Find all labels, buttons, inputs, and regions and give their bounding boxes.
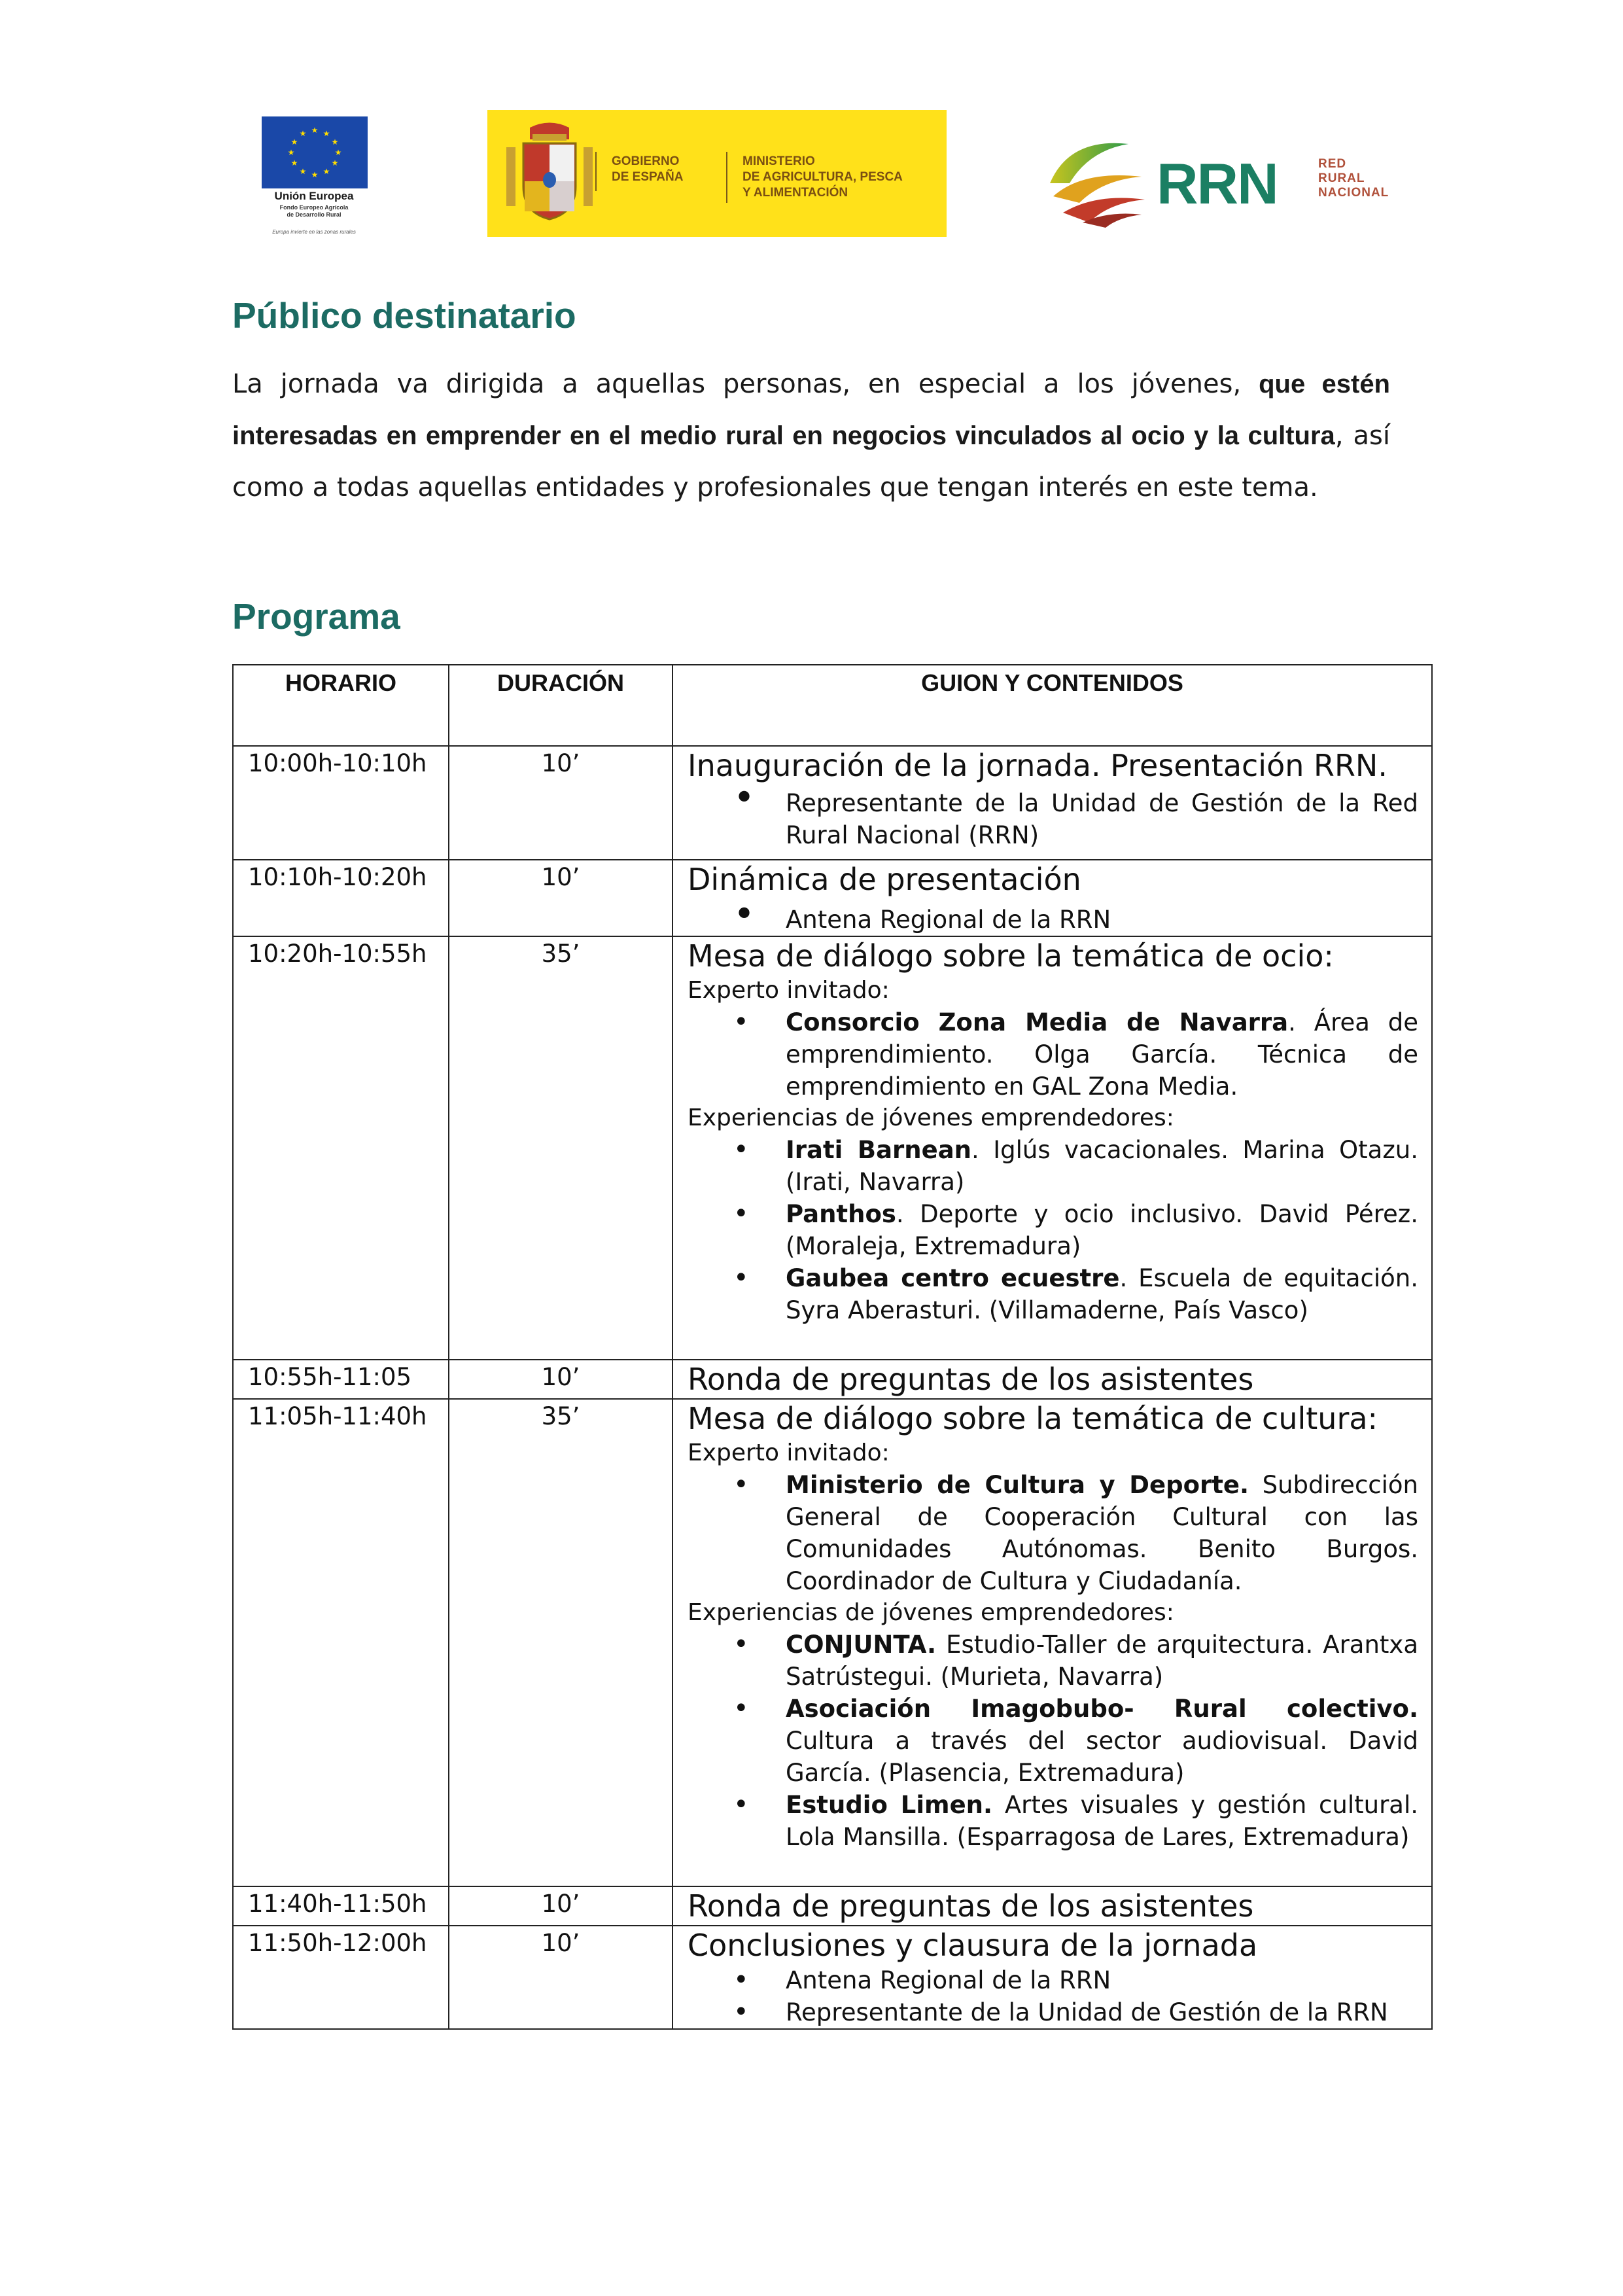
- eu-title: Unión Europea: [274, 190, 354, 202]
- cell-content: [672, 1399, 1432, 1886]
- list-item: [786, 1262, 1418, 1326]
- list-item: • Representante de la Unidad de Gestión de la RRN: [786, 1996, 1418, 2028]
- cell-time: 10:55h-11:05: [233, 1360, 449, 1399]
- entity-detail: Estudio-Taller de arquitectura. Arantxa Satrústegui. (Murieta, Navarra): [786, 1631, 1418, 1691]
- row-title: Mesa de diálogo sobre la temática de ocio:: [688, 938, 1334, 974]
- row-title: Conclusiones y clausura de la jornada: [688, 1928, 1258, 1963]
- cell-duration: 10’: [449, 860, 672, 936]
- cell-duration: 10’: [449, 1886, 672, 1926]
- row-title: Dinámica de presentación: [688, 862, 1081, 897]
- svg-text:★: ★: [331, 158, 339, 168]
- program-table: [232, 664, 1433, 2030]
- cell-content: [672, 936, 1432, 1360]
- entity-name: Panthos: [786, 1200, 896, 1228]
- row-subtitle: Experto invitado:: [688, 977, 890, 1004]
- table-row: [233, 1926, 1432, 2029]
- gobierno-line2: DE ESPAÑA: [612, 170, 684, 184]
- svg-text:★: ★: [331, 137, 339, 147]
- list-item: [786, 1198, 1418, 1262]
- entity-detail: . Deporte y ocio inclusivo. David Pérez. (Moraleja, Extremadura): [786, 1200, 1418, 1260]
- row-subtitle: Experiencias de jóvenes emprendedores:: [688, 1104, 1174, 1131]
- cell-time: 10:20h-10:55h: [233, 936, 449, 1360]
- table-row: [233, 746, 1432, 860]
- eu-subtitle: [249, 204, 379, 219]
- cell-duration: 10’: [449, 1360, 672, 1399]
- entity-name: Gaubea centro ecuestre: [786, 1264, 1120, 1292]
- row-subtitle: Experiencias de jóvenes emprendedores:: [688, 1599, 1174, 1626]
- table-row: [233, 1399, 1432, 1886]
- section-heading-programa: Programa: [232, 596, 400, 637]
- entity-name: Consorcio Zona Media de Navarra: [786, 1008, 1289, 1036]
- entity-name: Asociación Imagobubo- Rural colectivo.: [786, 1695, 1418, 1723]
- list-item: [786, 1693, 1418, 1789]
- row-title: Inauguración de la jornada. Presentación RRN.: [688, 748, 1387, 783]
- entity-name: Irati Barnean: [786, 1136, 972, 1164]
- svg-text:★: ★: [290, 158, 298, 168]
- svg-text:★: ★: [299, 167, 307, 176]
- list-item: [786, 1134, 1418, 1198]
- entity-detail: . Iglús vacacionales. Marina Otazu. (Irati, Navarra): [786, 1136, 1418, 1196]
- intro-paragraph: [232, 359, 1390, 514]
- eu-motto: Europa invierte en las zonas rurales: [272, 229, 356, 235]
- row-title: Ronda de preguntas de los asistentes: [688, 1888, 1254, 1924]
- entity-detail: . Escuela de equitación. Syra Aberasturi. (Villamaderne, País Vasco): [786, 1264, 1418, 1324]
- rrn-sub-line3: NACIONAL: [1318, 186, 1389, 200]
- cell-content: [672, 746, 1432, 860]
- cell-time: 11:05h-11:40h: [233, 1399, 449, 1886]
- cell-duration: 10’: [449, 746, 672, 860]
- cell-content: [672, 1360, 1432, 1399]
- svg-text:★: ★: [287, 148, 295, 157]
- svg-text:★: ★: [323, 167, 330, 176]
- entity-name: Estudio Limen.: [786, 1791, 993, 1819]
- list-item: [786, 1629, 1418, 1693]
- list-item: • Antena Regional de la RRN: [786, 904, 1418, 936]
- rrn-sub-line1: RED: [1318, 157, 1347, 171]
- entity-detail: Cultura a través del sector audiovisual. David García. (Plasencia, Extremadura): [786, 1727, 1418, 1787]
- ministerio-line1: MINISTERIO: [742, 154, 815, 168]
- list-item: [786, 1789, 1418, 1853]
- entity-name: CONJUNTA.: [786, 1631, 937, 1659]
- red-rural-nacional-text: [1318, 157, 1389, 200]
- section-heading-publico: Público destinatario: [232, 295, 576, 336]
- entity-name: Ministerio de Cultura y Deporte.: [786, 1471, 1249, 1499]
- entity-detail: . Área de emprendimiento. Olga García. Técnica de emprendimiento en GAL Zona Media.: [786, 1008, 1418, 1101]
- rrn-emblem-icon: [1043, 131, 1148, 229]
- table-row: [233, 1886, 1432, 1926]
- cell-duration: 10’: [449, 1926, 672, 2029]
- table-row: [233, 1360, 1432, 1399]
- ministerio-text: [742, 154, 903, 201]
- intro-text-end: , así como a todas aquellas entidades y profesionales que tengan interés en este tema.: [232, 421, 1390, 503]
- cell-content: [672, 860, 1432, 936]
- rrn-wordmark: RRN: [1157, 151, 1278, 216]
- row-title: Mesa de diálogo sobre la temática de cultura:: [688, 1401, 1378, 1436]
- rrn-sub-line2: RURAL: [1318, 171, 1365, 185]
- header-guion: GUION Y CONTENIDOS: [672, 665, 1432, 746]
- ministerio-line2: DE AGRICULTURA, PESCA: [742, 170, 903, 184]
- list-item: [786, 1469, 1418, 1597]
- list-item: [786, 1006, 1418, 1103]
- svg-text:★: ★: [334, 148, 342, 157]
- table-header-row: [233, 665, 1432, 746]
- gobierno-text: [612, 154, 683, 185]
- coat-of-arms-icon: [504, 121, 595, 226]
- eu-subtitle-line2: de Desarrollo Rural: [287, 211, 341, 218]
- ministerio-line3: Y ALIMENTACIÓN: [742, 186, 848, 200]
- eu-subtitle-line1: Fondo Europeo Agrícola: [279, 204, 349, 211]
- entity-detail: Subdirección General de Cooperación Cultural con las Comunidades Autónomas. Benito Burgos. Coordinador de Cultura y Ciudadanía.: [786, 1471, 1418, 1595]
- svg-text:★: ★: [323, 129, 330, 138]
- row-title: Ronda de preguntas de los asistentes: [688, 1362, 1254, 1397]
- list-item: • Antena Regional de la RRN: [786, 1964, 1418, 1996]
- header-horario: HORARIO: [233, 665, 449, 746]
- cell-time: 10:10h-10:20h: [233, 860, 449, 936]
- cell-duration: 35’: [449, 1399, 672, 1886]
- intro-text-start: La jornada va dirigida a aquellas personas, en especial a los jóvenes,: [232, 369, 1259, 399]
- intro-text-bold: que estén interesadas en emprender en el medio rural en negocios vinculados al ocio y la cultura: [232, 370, 1390, 450]
- cell-duration: 35’: [449, 936, 672, 1360]
- header-duracion: DURACIÓN: [449, 665, 672, 746]
- eu-flag-logo: [262, 116, 368, 188]
- svg-text:★: ★: [290, 137, 298, 147]
- cell-time: 10:00h-10:10h: [233, 746, 449, 860]
- entity-detail: Artes visuales y gestión cultural. Lola Mansilla. (Esparragosa de Lares, Extremadura): [786, 1791, 1418, 1851]
- svg-text:★: ★: [299, 129, 307, 138]
- cell-time: 11:50h-12:00h: [233, 1926, 449, 2029]
- gov-divider: [595, 152, 597, 191]
- ministry-divider: [726, 152, 727, 203]
- cell-time: 11:40h-11:50h: [233, 1886, 449, 1926]
- gobierno-line1: GOBIERNO: [612, 154, 680, 168]
- list-item: • Representante de la Unidad de Gestión de la Red Rural Nacional (RRN): [786, 787, 1418, 851]
- svg-text:★: ★: [311, 170, 319, 179]
- row-subtitle: Experto invitado:: [688, 1439, 890, 1466]
- cell-content: [672, 1926, 1432, 2029]
- table-row: [233, 936, 1432, 1360]
- cell-content: [672, 1886, 1432, 1926]
- table-row: [233, 860, 1432, 936]
- svg-text:★: ★: [311, 126, 319, 135]
